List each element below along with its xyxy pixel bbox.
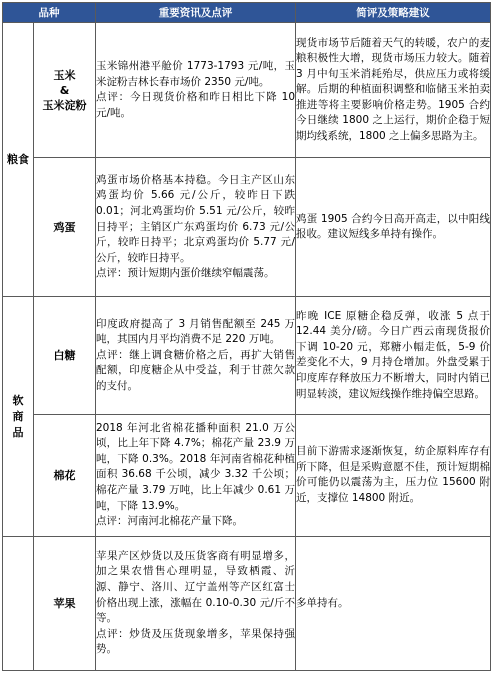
news-cell-apple [96, 536, 296, 670]
news-cell-egg [96, 158, 296, 297]
view-cell-sugar: 昨晚 ICE 原糖企稳反弹，收涨 5 点于 12.44 美分/磅。今日广西云南现货报价下调 10-20 元，郑糖小幅走低，5-9 价差变化不大，9 月持仓增加。外盘受累于印度库存释放压力不断增大，同时内销已明显转淡，建议短线操作维持偏空思路。 [296, 297, 491, 414]
news-paragraph: 2018 年河北省棉花播种面积 21.0 万公顷，比上年下降 4.7%；棉花产量 23.9 万吨，下降 0.3%。2018 年河南省棉花种植面积 36.68 千公顷，减少 3.32 千公顷；棉花产量 3.79 万吨，比上年减少 0.61 万吨，下降 13.9%。 [96, 421, 295, 512]
item-name-line: 玉米 [53, 68, 76, 82]
category-label: 软商品 [12, 393, 24, 439]
view-cell-apple: 多单持有。 [296, 536, 491, 670]
item-name-line: 白糖 [53, 348, 76, 362]
view-cell-corn: 现货市场节后随着天气的转暖，农户的麦粮积极性大增，现货市场压力较大。随着 3 月中旬玉米消耗殆尽，供应压力或将缓解。后期的种植面积调整和临储玉米拍卖推进等将主要影响价格走势。1905 合约今日继续 1800 之上运行，期价企稳于短期均线系统，1800 之上偏多思路为主。 [296, 23, 491, 158]
item-name-line: 鸡蛋 [53, 220, 76, 234]
item-name-sugar [34, 297, 96, 414]
category-cell-grain: 粮食 [3, 23, 34, 297]
item-name-line: & [59, 83, 70, 97]
table-header-row [3, 3, 491, 23]
item-name-line: 棉花 [53, 468, 76, 482]
news-paragraph: 玉米锦州港平舱价 1773-1793 元/吨，玉米淀粉吉林长春市场价 2350 元/吨。 [96, 59, 295, 88]
header-news: 重要资讯及点评 [96, 3, 296, 23]
view-cell-cotton: 目前下游需求逐渐恢复，纺企原料库存有所下降，但是采购意愿不佳，预计短期棉价可能仍以震荡为主，压力位 15600 附近，支撑位 14800 附近。 [296, 414, 491, 536]
news-comment: 点评：河南河北棉花产量下降。 [96, 515, 243, 528]
header-category: 品种 [3, 3, 96, 23]
news-cell-sugar [96, 297, 296, 414]
news-comment: 点评：今日现货价格和昨日相比下降 10 元/吨。 [96, 91, 295, 119]
item-name-corn [34, 23, 96, 158]
item-name-egg [34, 158, 96, 297]
header-view: 简评及策略建议 [296, 3, 491, 23]
news-paragraph: 苹果产区炒货以及压货客商有明显增多，加之果农惜售心理明显，导致栖霞、沂源、静宁、洛川、辽宁盖州等产区红富士价格出现上涨，涨幅在 0.10-0.30 元/斤不等。 [96, 549, 295, 625]
news-comment: 点评：预计短期内蛋价继续窄幅震荡。 [96, 267, 275, 280]
item-name-cotton [34, 414, 96, 536]
category-cell-empty [3, 536, 34, 670]
news-comment: 点评：炒货及压货现象增多，苹果保持强势。 [96, 627, 295, 656]
news-paragraph: 印度政府提高了 3 月销售配额至 245 万吨，其国内月平均消费不足 220 万吨。 [96, 317, 295, 346]
item-name-apple [34, 536, 96, 670]
item-name-line: 苹果 [53, 596, 76, 610]
item-name-line: 玉米淀粉 [42, 98, 87, 112]
news-paragraph: 鸡蛋市场价格基本持稳。今日主产区山东鸡蛋均价 5.66 元/公斤，较昨日下跌 0.01；河北鸡蛋均价 5.51 元/公斤，较昨日持平；主销区广东鸡蛋均价 6.73 元/公斤，较昨日持平；北京鸡蛋均价 5.77 元/公斤，较昨日持平。 [96, 173, 295, 264]
market-report-table [2, 2, 491, 671]
table-row [3, 414, 491, 536]
view-cell-egg: 鸡蛋 1905 合约今日高开高走，以中阳线报收。建议短线多单持有操作。 [296, 158, 491, 297]
table-row [3, 536, 491, 670]
news-cell-corn [96, 23, 296, 158]
news-cell-cotton [96, 414, 296, 536]
category-cell-soft [3, 297, 34, 536]
news-comment: 点评：继上调食糖价格之后，再扩大销售配额，印度糖企从中受益，利于甘蔗欠款的支付。 [96, 348, 295, 392]
table-row [3, 297, 491, 414]
table-row [3, 23, 491, 158]
table-row [3, 158, 491, 297]
